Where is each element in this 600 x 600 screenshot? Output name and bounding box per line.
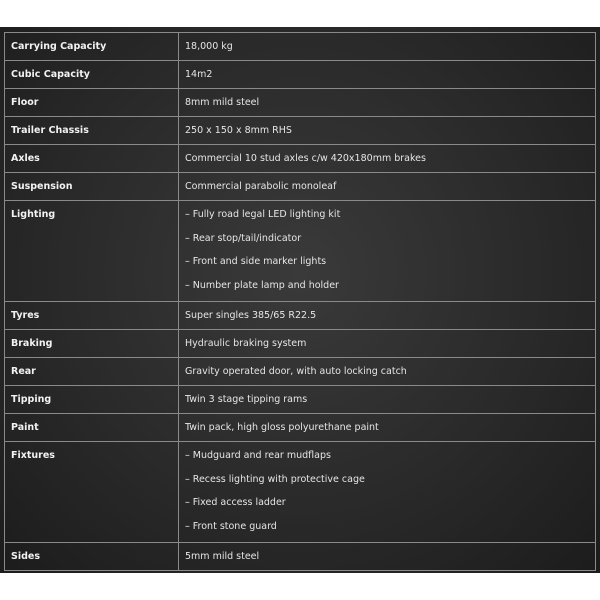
spec-value: Super singles 385/65 R22.5 xyxy=(179,302,596,330)
spec-label: Sides xyxy=(5,543,179,571)
spec-panel xyxy=(0,27,600,573)
list-item: – Recess lighting with protective cage xyxy=(185,473,365,485)
spec-label: Fixtures xyxy=(5,442,179,543)
spec-value: Twin 3 stage tipping rams xyxy=(179,386,596,414)
spec-value: 14m2 xyxy=(179,61,596,89)
list-item: – Number plate lamp and holder xyxy=(185,279,339,291)
list-item: – Fixed access ladder xyxy=(185,497,286,508)
spec-label: Cubic Capacity xyxy=(5,61,179,89)
specification-table xyxy=(4,32,596,571)
spec-value: 5mm mild steel xyxy=(179,543,596,571)
spec-value: 250 x 150 x 8mm RHS xyxy=(179,117,596,145)
list-item: – Front stone guard xyxy=(185,520,277,532)
list-item: – Rear stop/tail/indicator xyxy=(185,232,302,244)
spec-label: Carrying Capacity xyxy=(5,33,179,61)
spec-value-list xyxy=(179,442,596,543)
spec-label: Tyres xyxy=(5,302,179,330)
spec-value: Hydraulic braking system xyxy=(179,330,596,358)
spec-label: Floor xyxy=(5,89,179,117)
table-row xyxy=(5,89,596,117)
table-row xyxy=(5,201,596,302)
table-row xyxy=(5,61,596,89)
spec-label: Paint xyxy=(5,414,179,442)
spec-label: Trailer Chassis xyxy=(5,117,179,145)
spec-label: Lighting xyxy=(5,201,179,302)
table-row xyxy=(5,358,596,386)
table-row xyxy=(5,33,596,61)
table-row xyxy=(5,414,596,442)
spec-value: Twin pack, high gloss polyurethane paint xyxy=(179,414,596,442)
spec-value: 8mm mild steel xyxy=(179,89,596,117)
table-row xyxy=(5,302,596,330)
spec-label: Tipping xyxy=(5,386,179,414)
spec-value: Commercial parabolic monoleaf xyxy=(179,173,596,201)
table-row xyxy=(5,442,596,543)
list-item: – Mudguard and rear mudflaps xyxy=(185,450,331,461)
spec-label: Braking xyxy=(5,330,179,358)
table-row xyxy=(5,386,596,414)
spec-value: Gravity operated door, with auto locking catch xyxy=(179,358,596,386)
list-item: – Front and side marker lights xyxy=(185,256,327,267)
spec-value-list xyxy=(179,201,596,302)
table-row xyxy=(5,117,596,145)
spec-label: Rear xyxy=(5,358,179,386)
table-row xyxy=(5,330,596,358)
spec-label: Axles xyxy=(5,145,179,173)
table-row xyxy=(5,173,596,201)
spec-label: Suspension xyxy=(5,173,179,201)
table-row xyxy=(5,543,596,571)
spec-value: 18,000 kg xyxy=(179,33,596,61)
list-item: – Fully road legal LED lighting kit xyxy=(185,209,341,220)
table-row xyxy=(5,145,596,173)
spec-value: Commercial 10 stud axles c/w 420x180mm brakes xyxy=(179,145,596,173)
